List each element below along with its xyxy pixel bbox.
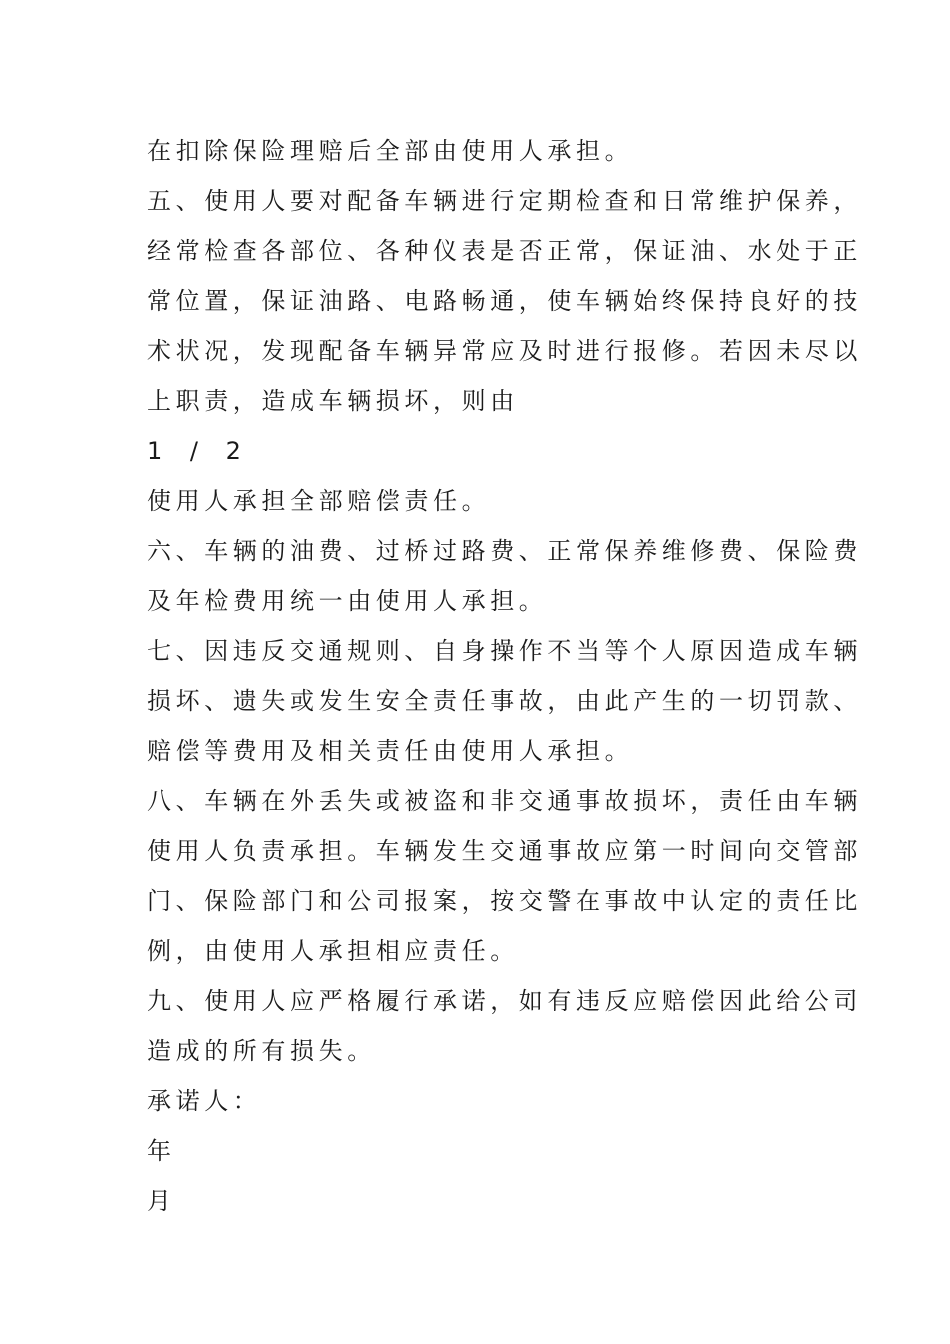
text-line: 六、车辆的油费、过桥过路费、正常保养维修费、保险费 — [147, 537, 862, 565]
text-line: 使用人负责承担。车辆发生交通事故应第一时间向交管部 — [147, 837, 862, 865]
text-line: 八、车辆在外丢失或被盗和非交通事故损坏，责任由车辆 — [147, 787, 862, 815]
text-line: 在扣除保险理赔后全部由使用人承担。 — [147, 137, 634, 165]
text-line: 使用人承担全部赔偿责任。 — [147, 487, 491, 515]
text-line: 例，由使用人承担相应责任。 — [147, 937, 519, 965]
date-year-label: 年 — [147, 1137, 176, 1165]
text-line: 术状况，发现配备车辆异常应及时进行报修。若因未尽以 — [147, 337, 862, 365]
text-line: 及年检费用统一由使用人承担。 — [147, 587, 548, 615]
text-line: 常位置，保证油路、电路畅通，使车辆始终保持良好的技 — [147, 287, 862, 315]
text-line: 损坏、遗失或发生安全责任事故，由此产生的一切罚款、 — [147, 687, 862, 715]
page-number: 1 / 2 — [147, 437, 251, 465]
text-line: 门、保险部门和公司报案，按交警在事故中认定的责任比 — [147, 887, 862, 915]
text-line: 九、使用人应严格履行承诺，如有违反应赔偿因此给公司 — [147, 987, 862, 1015]
text-line: 五、使用人要对配备车辆进行定期检查和日常维护保养， — [147, 187, 862, 215]
text-line: 上职责，造成车辆损坏，则由 — [147, 387, 519, 415]
text-line: 赔偿等费用及相关责任由使用人承担。 — [147, 737, 634, 765]
text-line: 经常检查各部位、各种仪表是否正常，保证油、水处于正 — [147, 237, 862, 265]
text-line: 七、因违反交通规则、自身操作不当等个人原因造成车辆 — [147, 637, 862, 665]
text-line: 造成的所有损失。 — [147, 1037, 376, 1065]
date-month-label: 月 — [147, 1187, 176, 1215]
signatory-label: 承诺人： — [147, 1087, 262, 1115]
